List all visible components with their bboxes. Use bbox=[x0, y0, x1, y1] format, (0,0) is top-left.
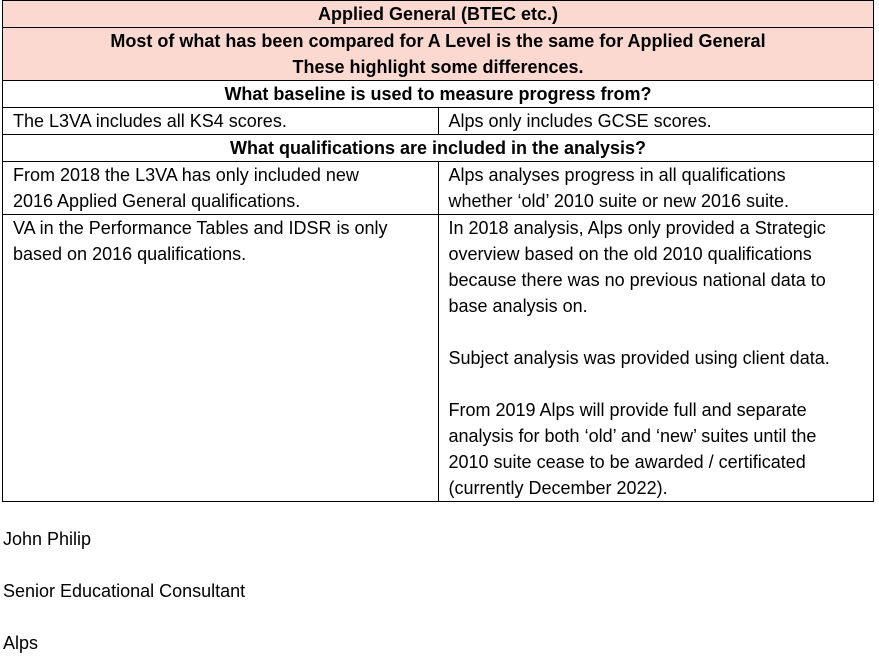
cell-l3va-baseline: The L3VA includes all KS4 scores. bbox=[3, 108, 439, 135]
table-title-row bbox=[3, 1, 874, 28]
cell-line: base analysis on. bbox=[448, 296, 588, 316]
cell-line: Subject analysis was provided using client data. bbox=[448, 348, 830, 368]
table-row bbox=[3, 162, 874, 215]
cell-line: 2016 Applied General qualifications. bbox=[13, 191, 301, 211]
cell-alps-qualifications bbox=[438, 162, 874, 215]
paragraph-gap bbox=[449, 319, 864, 345]
cell-line: From 2018 the L3VA has only included new bbox=[13, 165, 359, 185]
document-body bbox=[2, 0, 875, 502]
cell-line: overview based on the old 2010 qualifications bbox=[448, 244, 812, 264]
table-row bbox=[3, 215, 874, 502]
cell-line: (currently December 2022). bbox=[448, 478, 668, 498]
cell-line: because there was no previous national data to bbox=[448, 270, 826, 290]
table-intro-row bbox=[3, 28, 874, 81]
table-row bbox=[3, 108, 874, 135]
comparison-table bbox=[2, 0, 874, 502]
table-title: Applied General (BTEC etc.) bbox=[3, 1, 874, 28]
cell-line: Alps analyses progress in all qualifications bbox=[448, 165, 786, 185]
cell-alps-baseline: Alps only includes GCSE scores. bbox=[438, 108, 874, 135]
signature-org: Alps bbox=[3, 633, 39, 653]
intro-line: Most of what has been compared for A Level is the same for Applied General bbox=[110, 31, 766, 51]
signature-name: John Philip bbox=[3, 529, 92, 549]
intro-line: These highlight some differences. bbox=[292, 57, 584, 77]
cell-line: 2010 suite cease to be awarded / certificated bbox=[448, 452, 806, 472]
cell-line: In 2018 analysis, Alps only provided a Strategic bbox=[448, 218, 826, 238]
cell-line: From 2019 Alps will provide full and separate bbox=[448, 400, 807, 420]
table-intro bbox=[3, 28, 874, 81]
cell-line: VA in the Performance Tables and IDSR is only bbox=[13, 218, 388, 238]
section-heading-row bbox=[3, 135, 874, 162]
section-heading-row bbox=[3, 81, 874, 108]
cell-l3va-qualifications bbox=[3, 162, 439, 215]
cell-performance-tables bbox=[3, 215, 439, 502]
cell-alps-analysis-history bbox=[438, 215, 874, 502]
cell-line: whether ‘old’ 2010 suite or new 2016 suite. bbox=[448, 191, 790, 211]
cell-line: analysis for both ‘old’ and ‘new’ suites until the bbox=[448, 426, 817, 446]
paragraph-gap bbox=[449, 371, 864, 397]
signature-role: Senior Educational Consultant bbox=[3, 581, 246, 601]
section-heading-baseline: What baseline is used to measure progress from? bbox=[3, 81, 874, 108]
cell-line: based on 2016 qualifications. bbox=[13, 244, 247, 264]
section-heading-qualifications: What qualifications are included in the analysis? bbox=[3, 135, 874, 162]
